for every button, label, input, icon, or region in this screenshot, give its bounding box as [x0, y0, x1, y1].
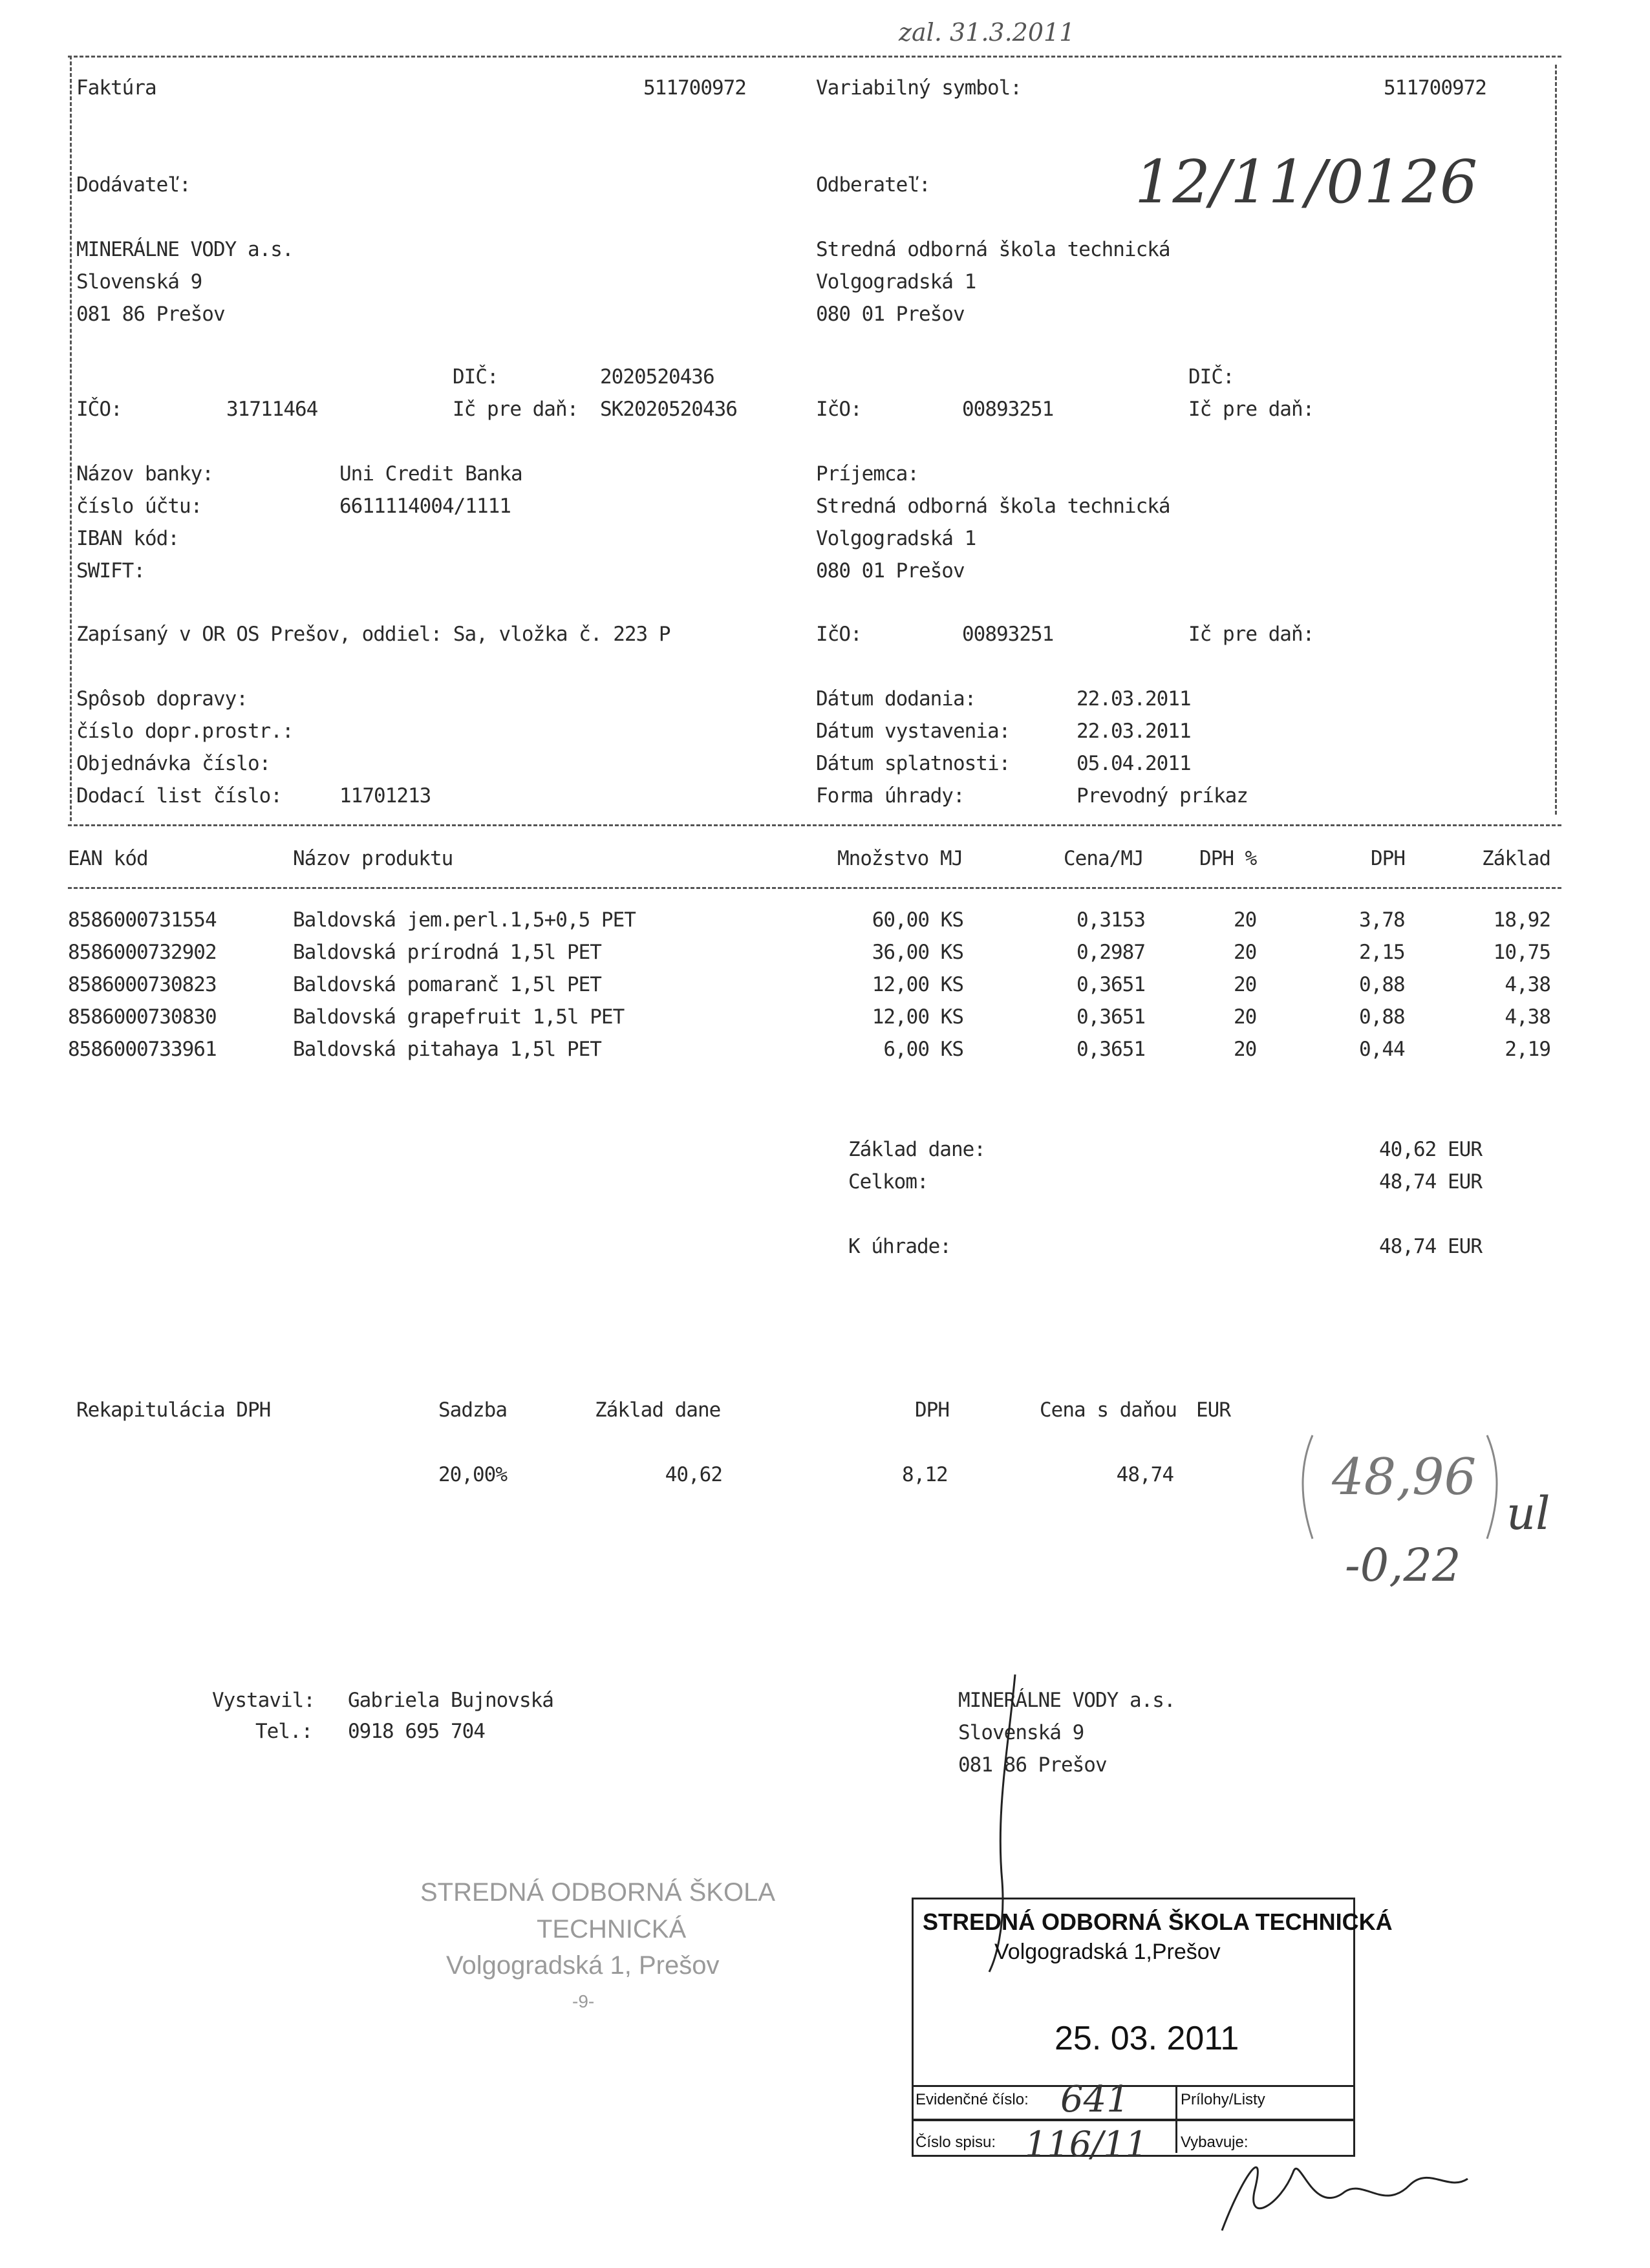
- supplier-icdph-label: Ič pre daň:: [453, 398, 579, 421]
- item-vat-pct: 20: [1234, 973, 1257, 996]
- registry-row-divider: [912, 2085, 1353, 2087]
- handwritten-date-note: zal. 31.3.2011: [899, 18, 1075, 47]
- recap-title: Rekapitulácia DPH: [76, 1398, 271, 1422]
- col-product: Názov produktu: [293, 847, 453, 870]
- item-qty: 6,00 KS: [883, 1038, 963, 1061]
- registry-evid-label: Evidenčné číslo:: [916, 2091, 1029, 2108]
- customer-ico-value: 00893251: [962, 398, 1054, 421]
- item-qty: 12,00 KS: [872, 1005, 963, 1029]
- item-price: 0,3153: [1077, 908, 1145, 932]
- supplier-street: Slovenská 9: [76, 270, 202, 294]
- item-base: 18,92: [1493, 908, 1550, 932]
- bracket-left-stroke: [1303, 1435, 1312, 1539]
- item-vat-pct: 20: [1234, 1038, 1257, 1061]
- items-header-border: [68, 887, 1561, 889]
- iban-label: IBAN kód:: [76, 527, 179, 550]
- item-vat-pct: 20: [1234, 1005, 1257, 1029]
- handwritten-bracket: [1293, 1429, 1526, 1558]
- amount-due-label: K úhrade:: [848, 1235, 951, 1258]
- header-top-border: [68, 56, 1561, 58]
- supplier-stamp-line1: MINERÁLNE VODY a.s.: [958, 1689, 1175, 1712]
- customer-dic-label: DIČ:: [1188, 365, 1234, 389]
- supplier-heading: Dodávateľ:: [76, 173, 191, 197]
- supplier-dic-label: DIČ:: [453, 365, 498, 389]
- item-price: 0,3651: [1077, 1005, 1145, 1029]
- registry-stamp-title: STREDNÁ ODBORNÁ ŠKOLA TECHNICKÁ: [923, 1909, 1393, 1935]
- faint-stamp-line2: TECHNICKÁ: [537, 1915, 687, 1943]
- tel-label: Tel.:: [255, 1720, 313, 1743]
- bank-label: Názov banky:: [76, 462, 213, 486]
- supplier-ico-value: 31711464: [226, 398, 318, 421]
- handwritten-calc-line1: 48,96: [1332, 1448, 1477, 1506]
- date-issue-value: 22.03.2011: [1077, 720, 1191, 743]
- total-value: 48,74 EUR: [1379, 1170, 1482, 1193]
- recap-rate-value: 20,00%: [438, 1463, 507, 1486]
- item-ean: 8586000731554: [68, 908, 217, 932]
- col-vat: DPH: [1371, 847, 1405, 870]
- item-vat: 0,44: [1359, 1038, 1405, 1061]
- recipient-icdph-label: Ič pre daň:: [1188, 623, 1314, 646]
- registry-attach-label: Prílohy/Listy: [1181, 2091, 1265, 2108]
- order-label: Objednávka číslo:: [76, 752, 271, 775]
- recap-currency: EUR: [1196, 1398, 1230, 1422]
- supplier-name: MINERÁLNE VODY a.s.: [76, 238, 294, 261]
- registry-file-value: 116/11: [1025, 2124, 1148, 2165]
- registry-stamp-address: Volgogradská 1,Prešov: [994, 1940, 1221, 1964]
- recap-vat-value: 8,12: [902, 1463, 948, 1486]
- customer-street: Volgogradská 1: [816, 270, 976, 294]
- invoice-number: 511700972: [643, 76, 746, 100]
- col-base: Základ: [1482, 847, 1550, 870]
- recap-total-label: Cena s daňou: [1040, 1398, 1177, 1422]
- registry-col-divider: [1175, 2085, 1177, 2153]
- item-vat-pct: 20: [1234, 908, 1257, 932]
- bank-value: Uni Credit Banka: [339, 462, 522, 486]
- col-ean: EAN kód: [68, 847, 148, 870]
- handwritten-calc-line2: -0,22: [1345, 1539, 1461, 1592]
- date-due-label: Dátum splatnosti:: [816, 752, 1011, 775]
- supplier-stamp-line3: 081 86 Prešov: [958, 1753, 1107, 1777]
- col-vat-pct: DPH %: [1199, 847, 1257, 870]
- supplier-ico-label: IČO:: [76, 398, 122, 421]
- item-base: 4,38: [1505, 973, 1550, 996]
- tax-base-value: 40,62 EUR: [1379, 1138, 1482, 1161]
- delivery-note-value: 11701213: [339, 784, 431, 808]
- item-ean: 8586000733961: [68, 1038, 217, 1061]
- header-left-border: [70, 56, 72, 821]
- registry-evid-value: 641: [1060, 2079, 1130, 2121]
- transport-label: Spôsob dopravy:: [76, 687, 248, 711]
- item-base: 2,19: [1505, 1038, 1550, 1061]
- recap-total-value: 48,74: [1116, 1463, 1173, 1486]
- issued-by-label: Vystavil:: [212, 1689, 315, 1712]
- customer-name: Stredná odborná škola technická: [816, 238, 1170, 261]
- recap-vat-label: DPH: [915, 1398, 949, 1422]
- account-value: 6611114004/1111: [339, 495, 511, 518]
- customer-heading: Odberateľ:: [816, 173, 930, 197]
- item-price: 0,3651: [1077, 1038, 1145, 1061]
- recipient-name: Stredná odborná škola technická: [816, 495, 1170, 518]
- item-base: 4,38: [1505, 1005, 1550, 1029]
- recap-base-label: Základ dane: [595, 1398, 721, 1422]
- account-label: číslo účtu:: [76, 495, 202, 518]
- item-name: Baldovská pomaranč 1,5l PET: [293, 973, 601, 996]
- signature-bottom-right-stroke: [1222, 2167, 1468, 2231]
- registry-stamp-date: 25. 03. 2011: [1055, 2020, 1239, 2057]
- total-label: Celkom:: [848, 1170, 928, 1193]
- col-qty: Množstvo MJ: [837, 847, 963, 870]
- registry-file-label: Číslo spisu:: [916, 2134, 996, 2151]
- item-qty: 12,00 KS: [872, 973, 963, 996]
- item-vat: 2,15: [1359, 941, 1405, 964]
- item-ean: 8586000732902: [68, 941, 217, 964]
- item-qty: 36,00 KS: [872, 941, 963, 964]
- customer-city: 080 01 Prešov: [816, 303, 965, 326]
- item-vat: 0,88: [1359, 1005, 1405, 1029]
- col-price: Cena/MJ: [1064, 847, 1144, 870]
- swift-label: SWIFT:: [76, 559, 145, 583]
- item-name: Baldovská grapefruit 1,5l PET: [293, 1005, 625, 1029]
- register-note: Zapísaný v OR OS Prešov, oddiel: Sa, vložka č. 223 P: [76, 623, 670, 646]
- customer-icdph-label: Ič pre daň:: [1188, 398, 1314, 421]
- recipient-label: Príjemca:: [816, 462, 919, 486]
- date-delivery-label: Dátum dodania:: [816, 687, 976, 711]
- issued-by-value: Gabriela Bujnovská: [348, 1689, 553, 1712]
- item-ean: 8586000730823: [68, 973, 217, 996]
- bracket-right-stroke: [1487, 1435, 1497, 1539]
- header-right-border: [1555, 65, 1557, 815]
- item-ean: 8586000730830: [68, 1005, 217, 1029]
- date-issue-label: Dátum vystavenia:: [816, 720, 1011, 743]
- invoice-label: Faktúra: [76, 76, 156, 100]
- date-delivery-value: 22.03.2011: [1077, 687, 1191, 711]
- supplier-icdph-value: SK2020520436: [600, 398, 737, 421]
- supplier-city: 081 86 Prešov: [76, 303, 225, 326]
- tel-value: 0918 695 704: [348, 1720, 485, 1743]
- faint-stamp-line4: -9-: [572, 1991, 595, 2011]
- recipient-street: Volgogradská 1: [816, 527, 976, 550]
- item-price: 0,2987: [1077, 941, 1145, 964]
- item-vat: 3,78: [1359, 908, 1405, 932]
- item-name: Baldovská jem.perl.1,5+0,5 PET: [293, 908, 636, 932]
- registry-handles-label: Vybavuje:: [1181, 2134, 1248, 2151]
- faint-stamp-line1: STREDNÁ ODBORNÁ ŠKOLA: [420, 1878, 776, 1907]
- vehicle-label: číslo dopr.prostr.:: [76, 720, 294, 743]
- recipient-ico-label: IčO:: [816, 623, 862, 646]
- delivery-note-label: Dodací list číslo:: [76, 784, 282, 808]
- recipient-city: 080 01 Prešov: [816, 559, 965, 583]
- recipient-ico-value: 00893251: [962, 623, 1054, 646]
- payment-value: Prevodný príkaz: [1077, 784, 1248, 808]
- items-top-border: [68, 824, 1561, 826]
- variable-symbol-label: Variabilný symbol:: [816, 76, 1022, 100]
- customer-ico-label: IčO:: [816, 398, 862, 421]
- signature-bottom-right: [1216, 2114, 1474, 2243]
- recap-rate-label: Sadzba: [438, 1398, 507, 1422]
- item-name: Baldovská pitahaya 1,5l PET: [293, 1038, 601, 1061]
- tax-base-label: Základ dane:: [848, 1138, 985, 1161]
- supplier-stamp-line2: Slovenská 9: [958, 1721, 1084, 1744]
- payment-label: Forma úhrady:: [816, 784, 965, 808]
- faint-stamp-line3: Volgogradská 1, Prešov: [446, 1951, 720, 1980]
- item-name: Baldovská prírodná 1,5l PET: [293, 941, 601, 964]
- date-due-value: 05.04.2011: [1077, 752, 1191, 775]
- handwritten-initials: ul: [1506, 1487, 1550, 1540]
- amount-due-value: 48,74 EUR: [1379, 1235, 1482, 1258]
- handwritten-registration-number: 12/11/0126: [1135, 147, 1478, 217]
- item-price: 0,3651: [1077, 973, 1145, 996]
- item-vat: 0,88: [1359, 973, 1405, 996]
- variable-symbol-value: 511700972: [1384, 76, 1486, 100]
- item-base: 10,75: [1493, 941, 1550, 964]
- item-qty: 60,00 KS: [872, 908, 963, 932]
- item-vat-pct: 20: [1234, 941, 1257, 964]
- recap-base-value: 40,62: [665, 1463, 722, 1486]
- supplier-dic-value: 2020520436: [600, 365, 714, 389]
